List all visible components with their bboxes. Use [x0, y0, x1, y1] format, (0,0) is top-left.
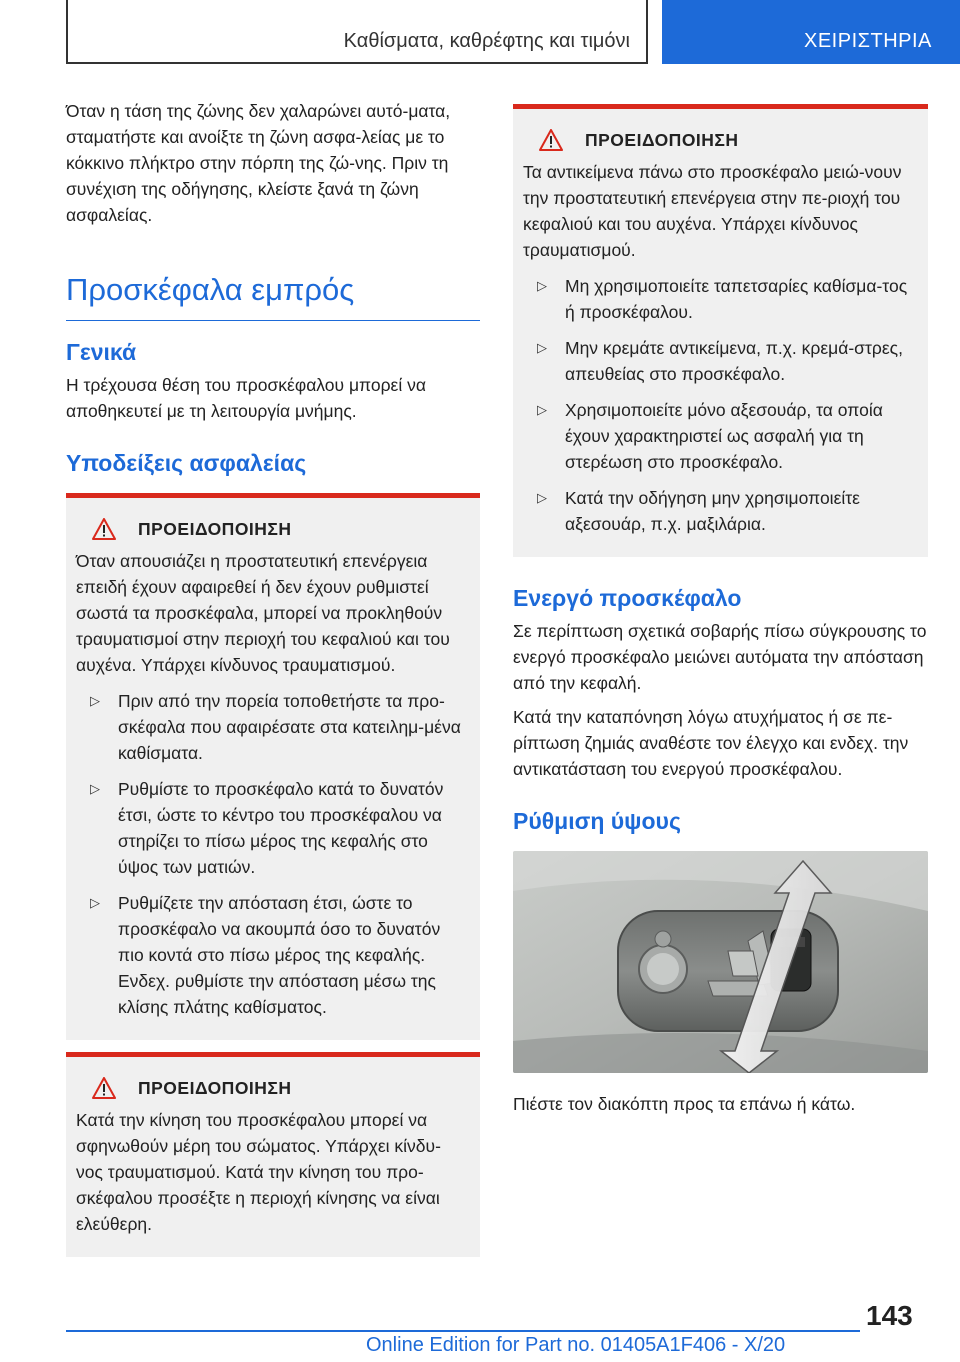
- active-headrest-title: Ενεργό προσκέφαλο: [513, 585, 742, 611]
- bullet-triangle-icon: ▷: [537, 402, 547, 417]
- warning-box: [66, 1052, 480, 1257]
- bullet-triangle-icon: ▷: [90, 693, 100, 708]
- warning-label: ΠΡΟΕΙΔΟΠΟΙΗΣΗ: [585, 129, 739, 150]
- warning-box: [513, 104, 928, 557]
- list-item: [76, 688, 466, 766]
- active-headrest-paragraph: Σε περίπτωση σχετικά σοβαρής πίσω σύγκρουσης το ενεργό προσκέφαλο μειώνει αυτόματα την απόσταση από την κεφαλή.: [513, 621, 927, 693]
- footer-rule: [66, 1330, 860, 1332]
- chapter-title: Καθίσματα, καθρέφτης και τιμόνι: [343, 30, 630, 52]
- warning-label: ΠΡΟΕΙΔΟΠΟΙΗΣΗ: [138, 518, 292, 539]
- bullet-triangle-icon: ▷: [537, 340, 547, 355]
- seat-switch-photo: [513, 851, 928, 1073]
- section-title-rule: [66, 320, 480, 321]
- warning-triangle-icon: [92, 1077, 116, 1099]
- list-item-text: Ρυθμίστε το προσκέφαλο κατά το δυνατόν έτσι, ώστε το κέντρο του προσκέφαλου να στηρίζει το πίσω μέρος της κεφαλής στο ύψος των ματιών.: [118, 779, 444, 877]
- header-chapter-box: [66, 0, 648, 64]
- warning-heading: [539, 129, 914, 151]
- list-item: [523, 485, 914, 537]
- warning-triangle-icon: [92, 518, 116, 540]
- section-tab-label: ΧΕΙΡΙΣΤΗΡΙΑ: [804, 30, 932, 52]
- warning-heading: [92, 1077, 466, 1099]
- active-headrest-paragraph-2: Κατά την καταπόνηση λόγω ατυχήματος ή σε πε-ρίπτωση ζημιάς αναθέστε τον έλεγχο και ενδεχ. την αντικατάσταση του ενεργού προσκέφαλου.: [513, 707, 909, 779]
- list-item: [76, 890, 466, 1020]
- bullet-triangle-icon: ▷: [90, 895, 100, 910]
- warning-label: ΠΡΟΕΙΔΟΠΟΙΗΣΗ: [138, 1077, 292, 1098]
- intro-paragraph: Όταν η τάση της ζώνης δεν χαλαρώνει αυτό-ματα, σταματήστε και ανοίξτε τη ζώνη ασφα-λείας με το κόκκινο πλήκτρο στην πόρπη της ζώ-νης. Πριν τη συνέχιση της οδήγησης, κλείστε ξανά τη ζώνη ασφαλείας.: [66, 101, 451, 225]
- general-paragraph: Η τρέχουσα θέση του προσκέφαλου μπορεί να αποθηκευτεί με τη λειτουργία μνήμης.: [66, 375, 426, 421]
- left-column: [66, 98, 480, 1257]
- warning-text: Όταν απουσιάζει η προστατευτική επενέργεια επειδή έχουν αφαιρεθεί ή δεν έχουν ρυθμιστεί σωστά τα προσκέφαλα, μπορεί να προκληθούν τραυματισμοί στην περιοχή του κεφαλιού και του αυχένα. Υπάρχει κίνδυνος τραυματισμού.: [76, 551, 450, 675]
- list-item: [76, 776, 466, 880]
- list-item-text: Πριν από την πορεία τοποθετήστε τα προ-σκέφαλα που αφαιρέσατε στα κατειλημ-μένα καθίσματα.: [118, 691, 461, 763]
- list-item-text: Ρυθμίζετε την απόσταση έτσι, ώστε το προσκέφαλο να ακουμπά όσο το δυνατόν πιο κοντά στο πίσω μέρος της κεφαλής. Ενδεχ. ρυθμίστε την απόσταση μέσω της κλίσης πλάτης καθίσματος.: [118, 893, 441, 1017]
- footer-edition-link[interactable]: Online Edition for Part no. 01405A1F406 - X/20: [366, 1334, 786, 1356]
- list-item: [523, 335, 914, 387]
- warning-heading: [92, 518, 466, 540]
- list-item-text: Μη χρησιμοποιείτε ταπετσαρίες καθίσμα-τος ή προσκέφαλου.: [565, 276, 908, 322]
- list-item-text: Μην κρεμάτε αντικείμενα, π.χ. κρεμά-στρες, απευθείας στο προσκέφαλο.: [565, 338, 903, 384]
- warning-text: Τα αντικείμενα πάνω στο προσκέφαλο μειώ-νουν την προστατευτική επενέργεια στην πε-ριοχή του κεφαλιού και του αυχένα. Υπάρχει κίνδυνος τραυματισμού.: [523, 162, 902, 260]
- warning-text: Κατά την κίνηση του προσκέφαλου μπορεί να σφηνωθούν μέρη του σώματος. Υπάρχει κίνδυ-νος τραυματισμού. Κατά την κίνηση του προ-σκέφαλου προσέξτε η περιοχή κίνησης να είναι ελεύθερη.: [76, 1110, 441, 1234]
- bullet-triangle-icon: ▷: [537, 278, 547, 293]
- list-item: [523, 397, 914, 475]
- seat-switch-illustration: [513, 851, 928, 1073]
- safety-title: Υποδείξεις ασφαλείας: [66, 450, 307, 476]
- list-item-text: Χρησιμοποιείτε μόνο αξεσουάρ, τα οποία έχουν χαρακτηριστεί ως ασφαλή για τη στερέωση στο προσκέφαλο.: [565, 400, 883, 472]
- bullet-triangle-icon: ▷: [537, 490, 547, 505]
- photo-caption: Πιέστε τον διακόπτη προς τα επάνω ή κάτω.: [513, 1094, 856, 1114]
- warning-box: [66, 493, 480, 1040]
- warning-triangle-icon: [539, 129, 563, 151]
- section-tab[interactable]: [662, 0, 960, 64]
- bullet-triangle-icon: ▷: [90, 781, 100, 796]
- section-title: Προσκέφαλα εμπρός: [66, 272, 355, 307]
- height-adjust-title: Ρύθμιση ύψους: [513, 808, 681, 834]
- page-number: 143: [866, 1300, 913, 1331]
- right-column: [513, 104, 928, 1117]
- general-title: Γενικά: [66, 339, 137, 365]
- list-item: [523, 273, 914, 325]
- list-item-text: Κατά την οδήγηση μην χρησιμοποιείτε αξεσουάρ, π.χ. μαξιλάρια.: [565, 488, 860, 534]
